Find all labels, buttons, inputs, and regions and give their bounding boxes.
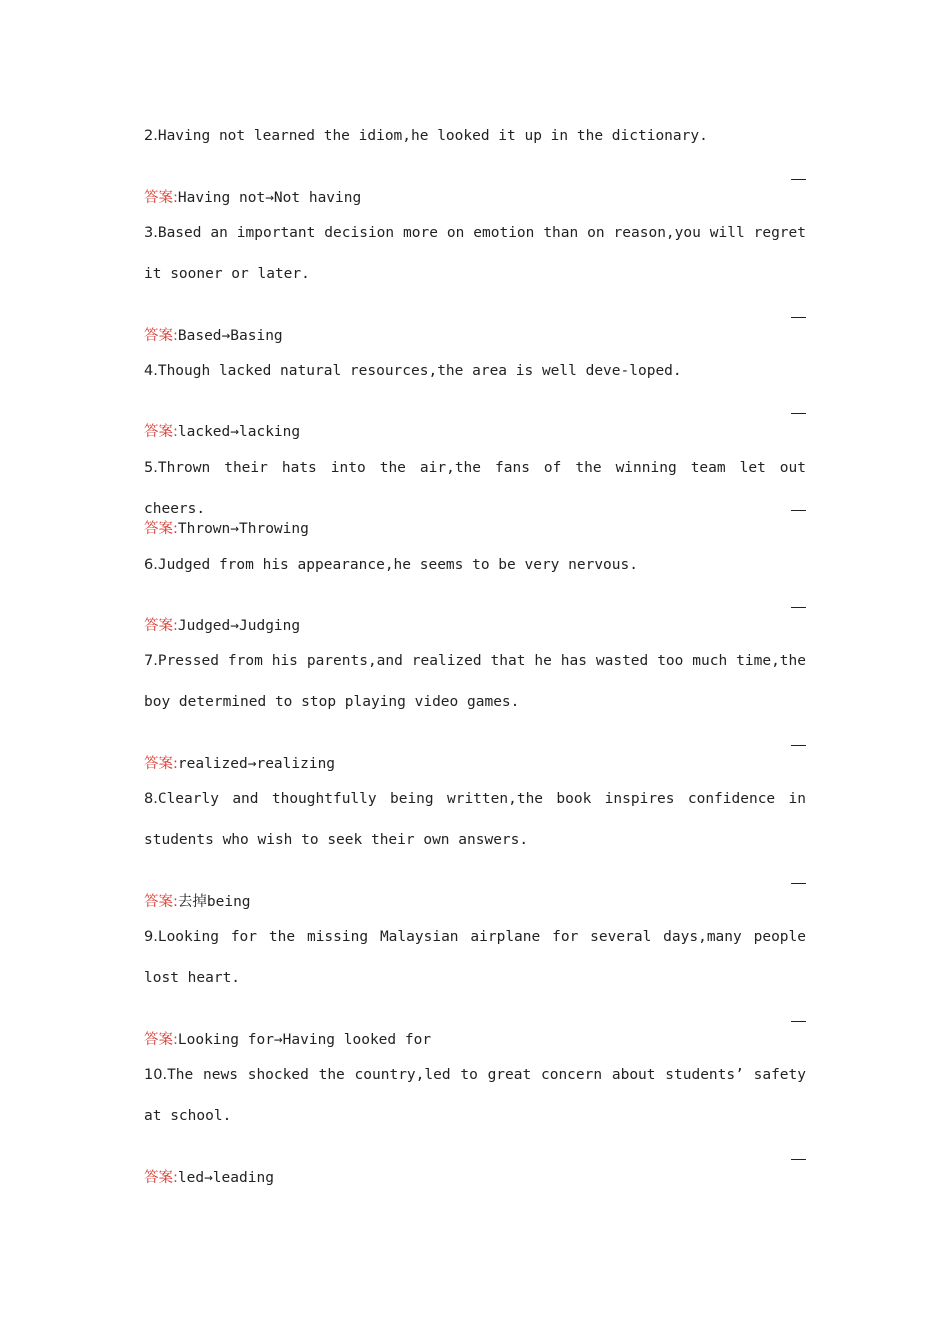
answer-line <box>144 892 251 912</box>
question-number: 4. <box>144 363 158 379</box>
answer-line <box>144 616 300 636</box>
question-text <box>144 1055 806 1137</box>
answer-text: realized→realizing <box>177 756 336 772</box>
question-item <box>144 448 806 537</box>
question-number: 10. <box>144 1067 168 1083</box>
question-text <box>144 448 806 530</box>
question-item <box>144 641 806 772</box>
answer-text: Looking for→Having looked for <box>177 1032 432 1048</box>
answer-line <box>144 1030 431 1050</box>
question-body: Having not learned the idiom,he looked it up in the dictionary. <box>157 128 708 144</box>
question-number: 8. <box>144 791 158 807</box>
question-item <box>144 116 806 206</box>
answer-label: 答案: <box>144 756 178 772</box>
question-number: 5. <box>144 460 158 476</box>
answer-text: Thrown→Throwing <box>177 521 309 537</box>
question-text <box>144 351 806 392</box>
answer-label: 答案: <box>144 1032 178 1048</box>
question-number: 3. <box>144 225 158 241</box>
answer-text: 去掉being <box>177 894 251 910</box>
answer-blank <box>791 179 806 180</box>
question-item <box>144 545 806 634</box>
question-item <box>144 917 806 1048</box>
answer-line <box>144 1168 274 1188</box>
question-body: The news shocked the country,led to great concern about students’ safety at school. <box>144 1067 806 1124</box>
question-text <box>144 213 806 295</box>
question-text <box>144 917 806 999</box>
answer-blank <box>791 883 806 884</box>
question-body: Judged from his appearance,he seems to be very nervous. <box>157 557 638 573</box>
answer-blank <box>791 413 806 414</box>
answer-blank <box>791 317 806 318</box>
question-number: 6. <box>144 557 158 573</box>
question-body: Pressed from his parents,and realized that he has wasted too much time,the boy determined to stop playing video games. <box>144 653 806 710</box>
answer-blank <box>791 510 806 511</box>
answer-line <box>144 326 283 346</box>
answer-blank <box>791 745 806 746</box>
question-body: Looking for the missing Malaysian airplane for several days,many people lost heart. <box>144 929 806 986</box>
question-number: 9. <box>144 929 158 945</box>
question-item <box>144 213 806 344</box>
question-item <box>144 1055 806 1186</box>
answer-blank <box>791 1021 806 1022</box>
question-body: Clearly and thoughtfully being written,the book inspires confidence in students who wish to seek their own answers. <box>144 791 806 848</box>
question-text <box>144 116 806 157</box>
answer-label: 答案: <box>144 894 178 910</box>
answer-label: 答案: <box>144 618 178 634</box>
answer-line <box>144 754 335 774</box>
answer-blank <box>791 1159 806 1160</box>
question-body: Thrown their hats into the air,the fans of the winning team let out cheers. <box>144 460 806 517</box>
question-item <box>144 351 806 440</box>
question-body: Based an important decision more on emotion than on reason,you will regret it sooner or later. <box>144 225 806 282</box>
answer-label: 答案: <box>144 1170 178 1186</box>
question-text <box>144 641 806 723</box>
answer-text: Having not→Not having <box>177 190 362 206</box>
answer-blank <box>791 607 806 608</box>
answer-text: led→leading <box>177 1170 274 1186</box>
answer-label: 答案: <box>144 521 178 537</box>
answer-text: Judged→Judging <box>177 618 301 634</box>
question-text <box>144 545 806 586</box>
answer-text: Based→Basing <box>177 328 283 344</box>
answer-text: lacked→lacking <box>177 424 301 440</box>
question-body: Though lacked natural resources,the area is well deve-loped. <box>157 363 682 379</box>
answer-line <box>144 422 300 442</box>
answer-line <box>144 519 309 539</box>
answer-label: 答案: <box>144 328 178 344</box>
question-text <box>144 779 806 861</box>
answer-label: 答案: <box>144 190 178 206</box>
answer-label: 答案: <box>144 424 178 440</box>
question-number: 7. <box>144 653 158 669</box>
question-item <box>144 779 806 910</box>
answer-line <box>144 188 361 208</box>
question-number: 2. <box>144 128 158 144</box>
